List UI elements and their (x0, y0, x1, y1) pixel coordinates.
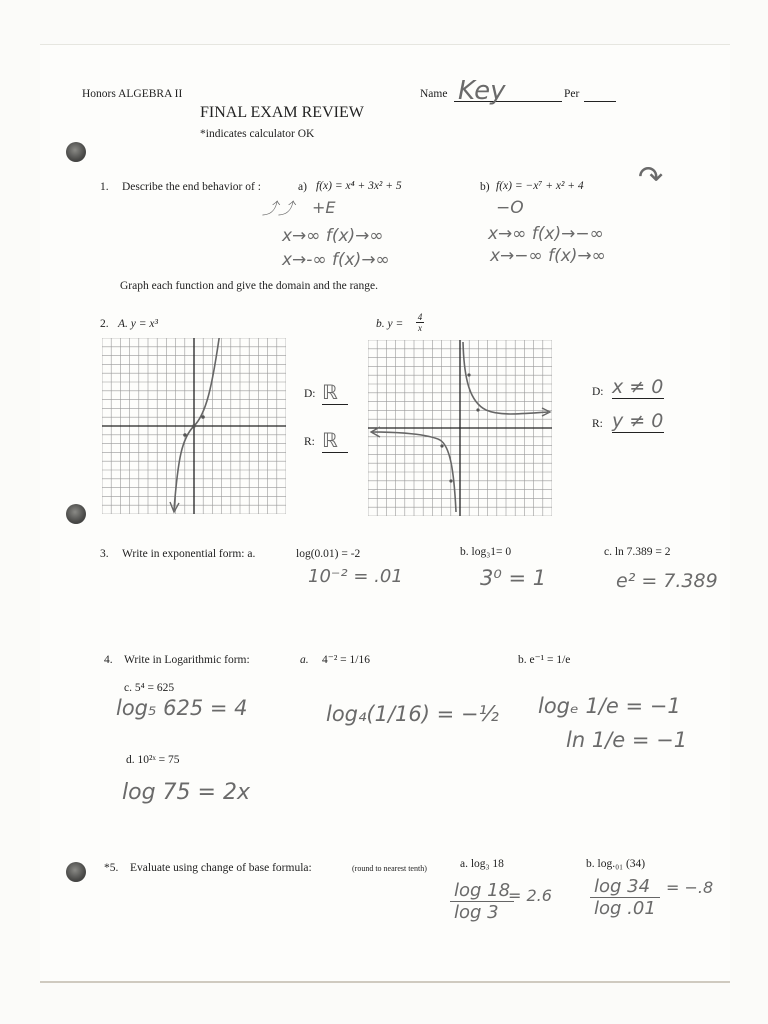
q3c-answer: e² = 7.389 (616, 570, 718, 592)
q5b-answer-denominator: log .01 (594, 898, 656, 919)
q2b-label: b. y = (376, 318, 404, 330)
q1a-answer-left: x→-∞ f(x)→∞ (282, 250, 390, 270)
q2b-denominator: x (418, 323, 422, 333)
q1b-answer-right: x→∞ f(x)→−∞ (488, 224, 604, 244)
q4-number: 4. (104, 654, 113, 666)
q2b-domain-answer: x ≠ 0 (612, 376, 664, 398)
page-title: FINAL EXAM REVIEW (200, 104, 364, 121)
q1a-label: a) (298, 181, 307, 193)
q3a-expression: log(0.01) = -2 (296, 548, 361, 560)
q5a-answer (450, 880, 514, 923)
q2-number: 2. (100, 318, 109, 330)
q4a-label: a. (300, 654, 309, 666)
q4d-expression: d. 10²ˣ = 75 (126, 754, 180, 766)
q5-prompt: Evaluate using change of base formula: (130, 862, 312, 874)
q4b-answer-log: logₑ 1/e = −1 (538, 694, 681, 718)
q2b-graph (368, 340, 552, 516)
q2a-domain-answer: ℝ (322, 380, 348, 405)
punch-hole-bottom (66, 862, 86, 882)
q2a-range-label: R: (304, 436, 315, 448)
q2a-domain-label: D: (304, 388, 316, 400)
q3a-answer: 10⁻² = .01 (308, 566, 403, 587)
q1a-answer-right: x→∞ f(x)→∞ (282, 226, 384, 246)
q1a-function: f(x) = x⁴ + 3x² + 5 (316, 180, 402, 192)
punch-hole-top (66, 142, 86, 162)
q5a-expression: a. log₃ 18 (460, 858, 504, 870)
q5b-answer-result: = −.8 (666, 878, 714, 897)
q2b-domain-label: D: (592, 386, 604, 398)
q4a-answer: log₄(1/16) = −½ (326, 702, 499, 726)
q2b-range-answer: y ≠ 0 (612, 410, 664, 432)
q2b-numerator: 4 (417, 312, 423, 322)
period-label: Per (564, 88, 580, 100)
q3b-expression: b. log₃1= 0 (460, 546, 512, 558)
q5-rounding-note: (round to nearest tenth) (352, 864, 427, 873)
q1b-end-behavior-sketch-icon: ↷ (638, 160, 664, 195)
q4-prompt: Write in Logarithmic form: (124, 654, 250, 666)
q4b-answer-ln: ln 1/e = −1 (566, 728, 688, 752)
q5b-answer (590, 876, 660, 919)
q3c-expression: c. ln 7.389 = 2 (604, 546, 671, 558)
q3b-answer: 3⁰ = 1 (480, 566, 547, 590)
name-label: Name (420, 88, 448, 100)
q1b-label: b) (480, 181, 490, 193)
q1-prompt: Describe the end behavior of : (122, 181, 261, 193)
graph-instructions: Graph each function and give the domain and the range. (120, 280, 379, 292)
q1a-arrows-icon: ⤴⤴ (262, 199, 295, 218)
q1b-answer-left: x→−∞ f(x)→∞ (490, 246, 606, 266)
q4c-answer: log₅ 625 = 4 (116, 696, 248, 720)
course-name: Honors ALGEBRA II (82, 88, 183, 100)
q2a-graph (102, 338, 286, 514)
q2b-fraction (416, 312, 424, 333)
calculator-note: *indicates calculator OK (200, 128, 315, 140)
q5b-expression: b. log.₀₁ (34) (586, 858, 646, 870)
name-value: Key (458, 76, 506, 106)
q4c-expression: c. 5⁴ = 625 (124, 682, 175, 694)
q3-number: 3. (100, 548, 109, 560)
q2a-range-answer: ℝ (322, 428, 348, 453)
q1a-answer-lead: +E (312, 198, 336, 217)
q5b-answer-numerator: log 34 (590, 876, 660, 898)
q4d-answer: log 75 = 2x (122, 780, 250, 805)
q5a-answer-denominator: log 3 (454, 902, 499, 923)
q4a-expression: 4⁻² = 1/16 (322, 654, 370, 666)
q1-number: 1. (100, 181, 109, 193)
punch-hole-middle (66, 504, 86, 524)
q4b-expression: b. e⁻¹ = 1/e (518, 654, 571, 666)
q1b-answer-lead: −O (496, 198, 524, 218)
q5a-answer-result: = 2.6 (508, 886, 552, 905)
q1b-function: f(x) = −x⁷ + x² + 4 (496, 180, 584, 192)
q2a-label: A. y = x³ (118, 318, 158, 330)
q5a-answer-numerator: log 18 (450, 880, 514, 902)
q5-number: *5. (104, 862, 119, 874)
period-line (584, 101, 616, 102)
q2b-range-label: R: (592, 418, 603, 430)
q3-prompt: Write in exponential form: a. (122, 548, 256, 560)
